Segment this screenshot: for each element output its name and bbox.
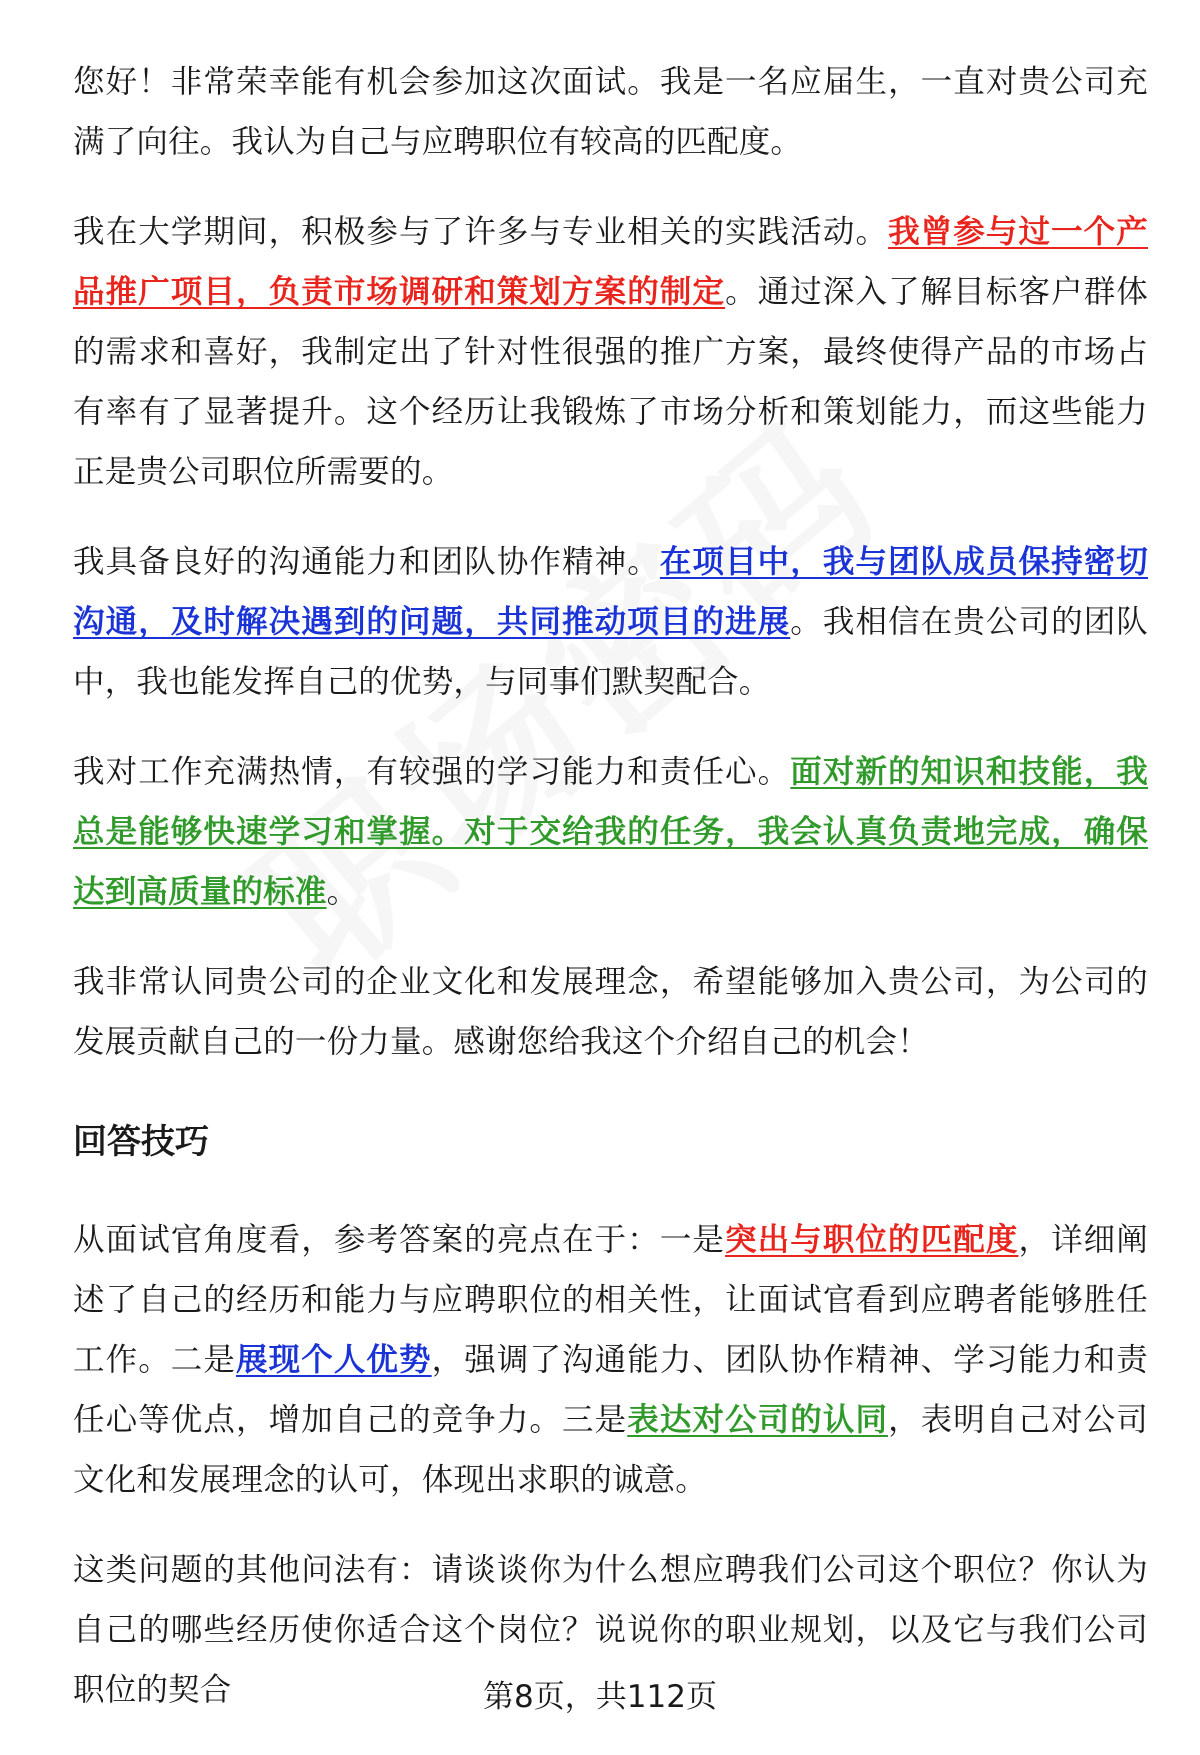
- answer-text: 我非常认同贵公司的企业文化和发展理念，希望能够加入贵公司，为公司的发展贡献自己的一份力量。感谢您给我这个介绍自己的机会！: [73, 964, 1148, 1060]
- answer-text: 我对工作充满热情，有较强的学习能力和责任心。: [73, 754, 791, 790]
- answer-paragraph-1: [73, 52, 1148, 172]
- tips-text: 这类问题的其他问法有：请谈谈你为什么想应聘我们公司这个职位？你认为自己的哪些经历使你适合这个岗位？说说你的职业规划，以及它与我们公司职位的契合: [73, 1552, 1148, 1708]
- answer-text: 。通过深入了解目标客户群体的需求和喜好，我制定出了针对性很强的推广方案，最终使得产品的市场占有率有了显著提升。这个经历让我锻炼了市场分析和策划能力，而这些能力正是贵公司职位所需要的。: [73, 274, 1148, 490]
- section-title-tips: 回答技巧: [73, 1122, 209, 1162]
- answer-paragraph-3: [73, 532, 1148, 712]
- tips-paragraph-1: [73, 1210, 1148, 1510]
- highlight-red: 我曾参与过一个产品推广项目，负责市场调研和策划方案的制定: [73, 214, 1148, 310]
- highlight-green: 表达对公司的认同: [627, 1402, 889, 1438]
- answer-text: 。: [326, 874, 359, 910]
- document-content: [73, 52, 1148, 1750]
- tips-text: 从面试官角度看，参考答案的亮点在于：一是: [73, 1222, 726, 1258]
- answer-text: 您好！非常荣幸能有机会参加这次面试。我是一名应届生，一直对贵公司充满了向往。我认为自己与应聘职位有较高的匹配度。: [73, 64, 1148, 160]
- page-number: 第8页，共112页: [483, 1679, 717, 1715]
- tips-text: ，表明自己对公司文化和发展理念的认可，体现出求职的诚意。: [73, 1402, 1148, 1498]
- highlight-blue: 展现个人优势: [236, 1342, 432, 1378]
- answer-text: 我在大学期间，积极参与了许多与专业相关的实践活动。: [73, 214, 889, 250]
- tips-text: ，强调了沟通能力、团队协作精神、学习能力和责任心等优点，增加自己的竞争力。三是: [73, 1342, 1148, 1438]
- answer-paragraph-2: [73, 202, 1148, 502]
- highlight-blue: 在项目中，我与团队成员保持密切沟通，及时解决遇到的问题，共同推动项目的进展: [73, 544, 1148, 640]
- answer-text: 我具备良好的沟通能力和团队协作精神。: [73, 544, 660, 580]
- answer-paragraph-4: [73, 742, 1148, 922]
- answer-paragraph-5: [73, 952, 1148, 1072]
- highlight-red: 突出与职位的匹配度: [725, 1222, 1019, 1258]
- answer-text: 。我相信在贵公司的团队中，我也能发挥自己的优势，与同事们默契配合。: [73, 604, 1148, 700]
- tips-text: ，详细阐述了自己的经历和能力与应聘职位的相关性，让面试官看到应聘者能够胜任工作。二是: [73, 1222, 1148, 1378]
- highlight-green: 面对新的知识和技能，我总是能够快速学习和掌握。对于交给我的任务，我会认真负责地完成，确保达到高质量的标准: [73, 754, 1148, 910]
